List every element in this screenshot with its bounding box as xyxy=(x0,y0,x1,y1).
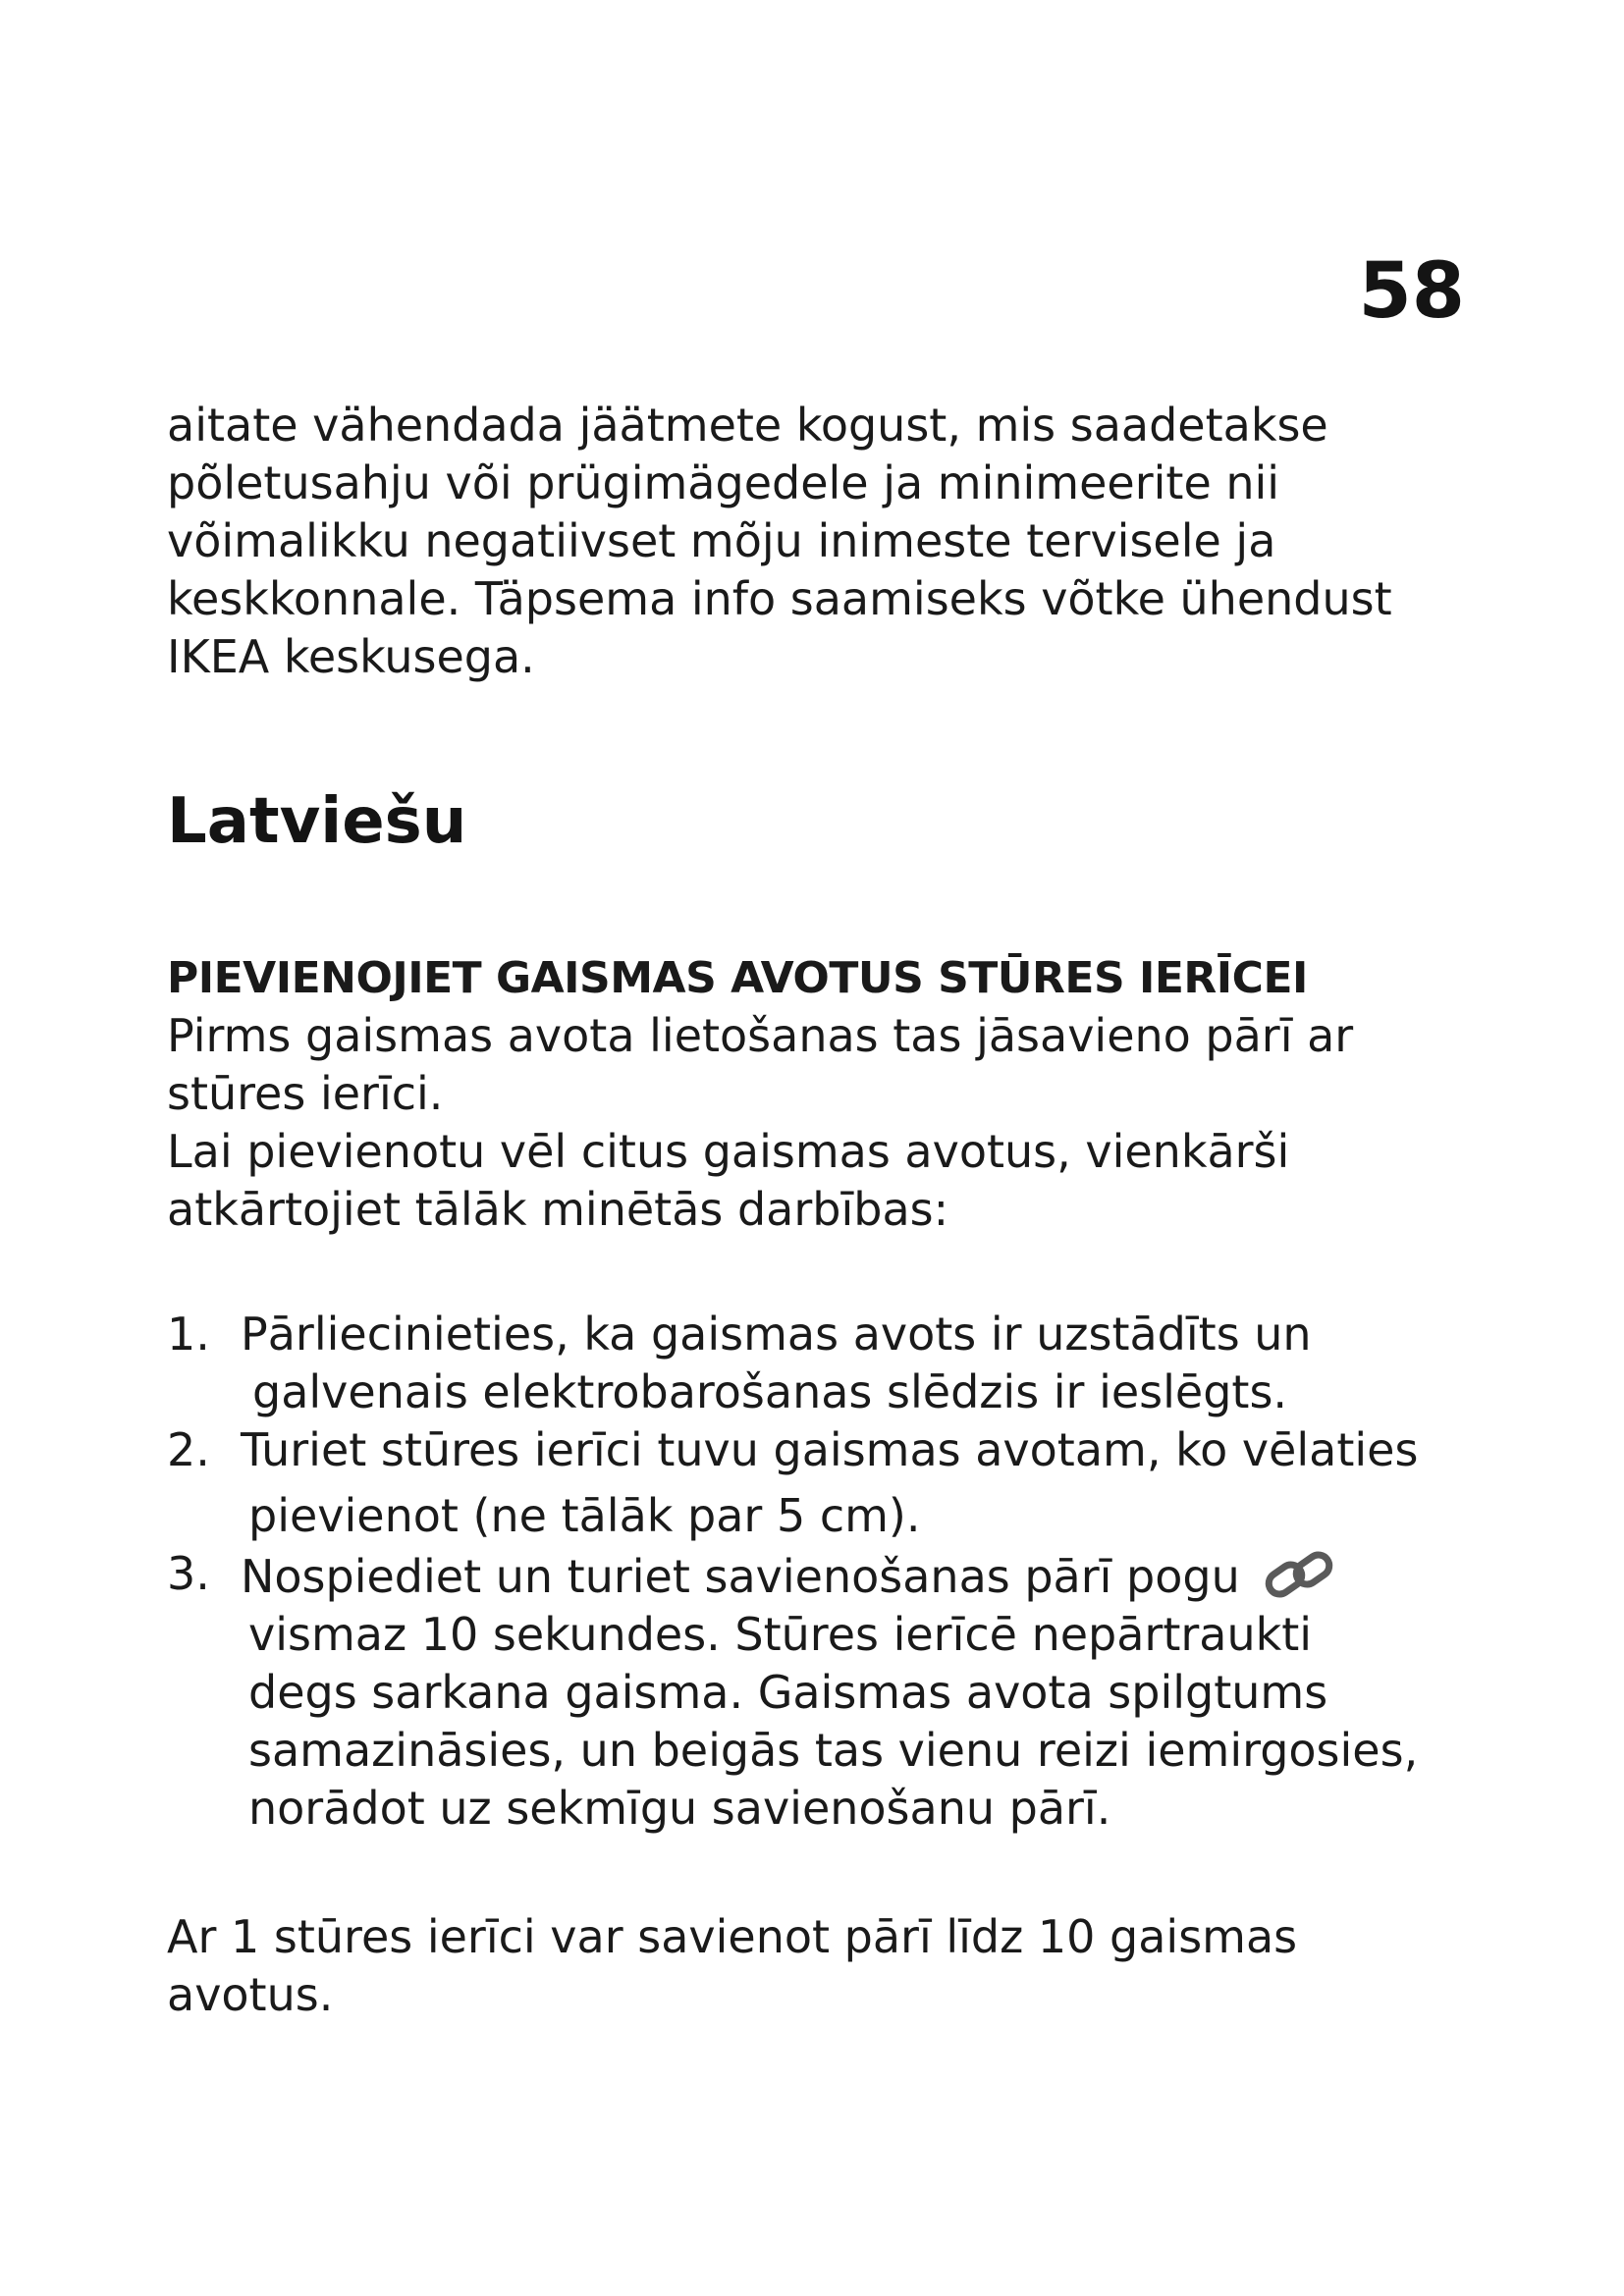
step-number: 1. xyxy=(167,1308,210,1361)
estonian-paragraph: aitate vähendada jäätmete kogust, mis saadetakse põletusahju või prügimägedele ja minimeerite nii võimalikku negatiivset mõju inimeste tervisele ja keskkonnale. Täpsema info saamiseks võtke ühendust IKEA keskusega. xyxy=(167,399,1392,683)
step-text xyxy=(241,1306,1473,1421)
step-line: Turiet stūres ierīci tuvu gaismas avotam, ko vēlaties xyxy=(241,1423,1419,1476)
list-item xyxy=(167,1421,1473,1545)
steps-list xyxy=(167,1306,1473,1838)
step-line-text: Nospiediet un turiet savienošanas pārī pogu xyxy=(241,1550,1240,1603)
link-icon xyxy=(1262,1545,1338,1606)
list-item xyxy=(167,1545,1473,1838)
section-heading-latvian: Latviešu xyxy=(167,785,467,858)
closing-paragraph: Ar 1 stūres ierīci var savienot pārī līdz 10 gaismas avotus. xyxy=(167,1910,1298,2021)
list-item xyxy=(167,1306,1473,1421)
step-line: pievienot (ne tālāk par 5 cm). xyxy=(248,1489,921,1542)
intro-paragraph: Pirms gaismas avota lietošanas tas jāsavieno pārī ar stūres ierīci. Lai pievienotu vēl citus gaismas avotus, vienkārši atkārtojiet tālāk minētās darbības: xyxy=(167,1009,1354,1236)
page-content xyxy=(167,397,1473,2024)
page-number: 58 xyxy=(1358,247,1465,336)
step-line: galvenais elektrobarošanas slēdzis ir ieslēgts. xyxy=(252,1365,1288,1418)
subheading-pairing: PIEVIENOJIET GAISMAS AVOTUS STŪRES IERĪCEI xyxy=(167,953,1308,1003)
step-line: vismaz 10 sekundes. Stūres ierīcē nepārtraukti degs sarkana gaisma. Gaismas avota spilgtums samazināsies, un beigās tas vienu reizi iemirgosies, norādot uz sekmīgu savienošanu pārī. xyxy=(248,1608,1419,1835)
step-line xyxy=(241,1545,1473,1606)
step-line: Pārliecinieties, ka gaismas avots ir uzstādīts un xyxy=(241,1308,1312,1361)
step-number: 3. xyxy=(167,1547,210,1600)
step-text xyxy=(241,1545,1473,1838)
step-number: 2. xyxy=(167,1423,210,1476)
step-text xyxy=(241,1421,1473,1545)
